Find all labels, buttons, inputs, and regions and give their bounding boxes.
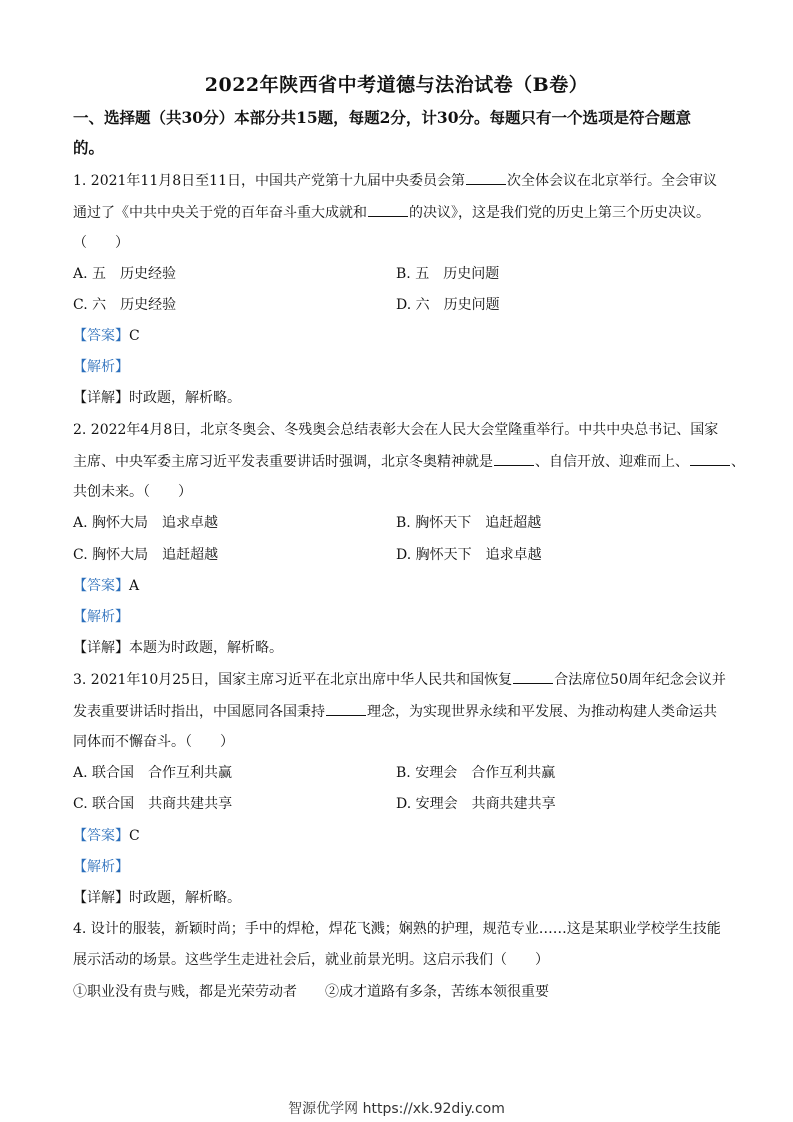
q2-option-a: A. 胸怀大局 追求卓越 [73, 515, 219, 531]
q4-statement-1: ①职业没有贵与贱，都是光荣劳动者 [73, 984, 297, 1000]
answer-value: A [129, 578, 140, 594]
q4-statement-2: ②成才道路有多条，苦练本领很重要 [325, 984, 549, 1000]
q2-analysis [73, 607, 129, 627]
q1-detail [73, 388, 241, 408]
q1-option-c: C. 六 历史经验 [73, 297, 177, 313]
detail-label: 【详解】 [73, 640, 129, 656]
q2-stem-line-3: 共创未来。（ ） [73, 484, 192, 500]
detail-label: 【详解】 [73, 890, 129, 906]
q2-answer [73, 576, 139, 596]
q4-stem-line-2: 展示活动的场景。这些学生走进社会后，就业前景光明。这启示我们（ ） [73, 952, 549, 968]
detail-label: 【详解】 [73, 390, 129, 406]
q1-text: 次全体会议在北京举行。全会审议 [506, 173, 717, 189]
q1-text: 的决议》，这是我们党的历史上第三个历史决议。 [409, 205, 710, 221]
q1-text: 1. 2021年11月8日至11日，中国共产党第十九届中央委员会第 [73, 173, 465, 189]
q1-stem-line-3: （ ） [73, 235, 129, 251]
q2-option-b: B. 胸怀天下 追赶超越 [396, 515, 542, 531]
q1-option-b: B. 五 历史问题 [396, 266, 500, 282]
q2-stem-line-1: 2. 2022年4月8日，北京冬奥会、冬残奥会总结表彰大会在人民大会堂隆重举行。中共中央总书记、国家 [73, 422, 719, 438]
q3-option-b: B. 安理会 合作互利共赢 [396, 765, 556, 781]
q1-answer [73, 326, 140, 346]
q3-text: 发表重要讲话时指出，中国愿同各国秉持 [73, 704, 325, 720]
q3-text: 合法席位50周年纪念会议并 [554, 672, 726, 688]
page-title: 2022年陕西省中考道德与法治试卷（B卷） [204, 74, 589, 96]
answer-value: C [129, 828, 140, 844]
q3-stem-line-3: 同体而不懈奋斗。（ ） [73, 734, 234, 750]
q1-text: 通过了《中共中央关于党的百年奋斗重大成就和 [73, 205, 367, 221]
analysis-label: 【解析】 [73, 609, 129, 625]
q3-text: 理念，为实现世界永续和平发展、为推动构建人类命运共 [367, 704, 717, 720]
q1-stem-line-1 [73, 170, 717, 191]
q2-detail [73, 638, 283, 658]
answer-blank [326, 701, 366, 716]
q3-option-c: C. 联合国 共商共建共享 [73, 796, 233, 812]
detail-text: 时政题，解析略。 [129, 390, 241, 406]
q3-stem-line-1 [73, 669, 726, 690]
analysis-label: 【解析】 [73, 359, 129, 375]
q1-analysis [73, 357, 129, 377]
q2-option-d: D. 胸怀天下 追求卓越 [396, 547, 542, 563]
section-heading-line-1: 一、选择题（共30分）本部分共15题，每题2分，计30分。每题只有一个选项是符合题意 [73, 108, 691, 127]
answer-blank [494, 451, 534, 466]
q2-text: 、自信开放、迎难而上、 [535, 454, 689, 470]
answer-blank [513, 669, 553, 684]
q2-text: 主席、中央军委主席习近平发表重要讲话时强调，北京冬奥精神就是 [73, 454, 493, 470]
answer-value: C [129, 328, 140, 344]
q1-stem-line-2 [73, 202, 710, 223]
answer-blank [368, 202, 408, 217]
q4-statements [73, 982, 549, 1002]
q3-analysis [73, 857, 129, 877]
q3-detail [73, 888, 241, 908]
answer-label: 【答案】 [73, 828, 129, 844]
q2-option-c: C. 胸怀大局 追赶超越 [73, 547, 219, 563]
analysis-label: 【解析】 [73, 859, 129, 875]
q3-answer [73, 826, 140, 846]
q2-stem-line-2 [73, 451, 745, 472]
answer-blank [466, 170, 506, 185]
q4-stem-line-1: 4. 设计的服装，新颖时尚；手中的焊枪，焊花飞溅；娴熟的护理，规范专业……这是某职业学校学生技能 [73, 921, 721, 937]
q1-option-d: D. 六 历史问题 [396, 297, 500, 313]
q2-text: 、 [731, 454, 745, 470]
detail-text: 本题为时政题，解析略。 [129, 640, 283, 656]
answer-blank [690, 451, 730, 466]
q3-option-d: D. 安理会 共商共建共享 [396, 796, 556, 812]
q3-stem-line-2 [73, 701, 717, 722]
site-watermark-footer: 智源优学网 https://xk.92diy.com [288, 1101, 505, 1117]
answer-label: 【答案】 [73, 578, 129, 594]
section-heading-line-2: 的。 [73, 138, 105, 157]
q3-text: 3. 2021年10月25日，国家主席习近平在北京出席中华人民共和国恢复 [73, 672, 513, 688]
q1-option-a: A. 五 历史经验 [73, 266, 177, 282]
detail-text: 时政题，解析略。 [129, 890, 241, 906]
section-heading [73, 103, 733, 163]
answer-label: 【答案】 [73, 328, 129, 344]
q3-option-a: A. 联合国 合作互利共赢 [73, 765, 233, 781]
